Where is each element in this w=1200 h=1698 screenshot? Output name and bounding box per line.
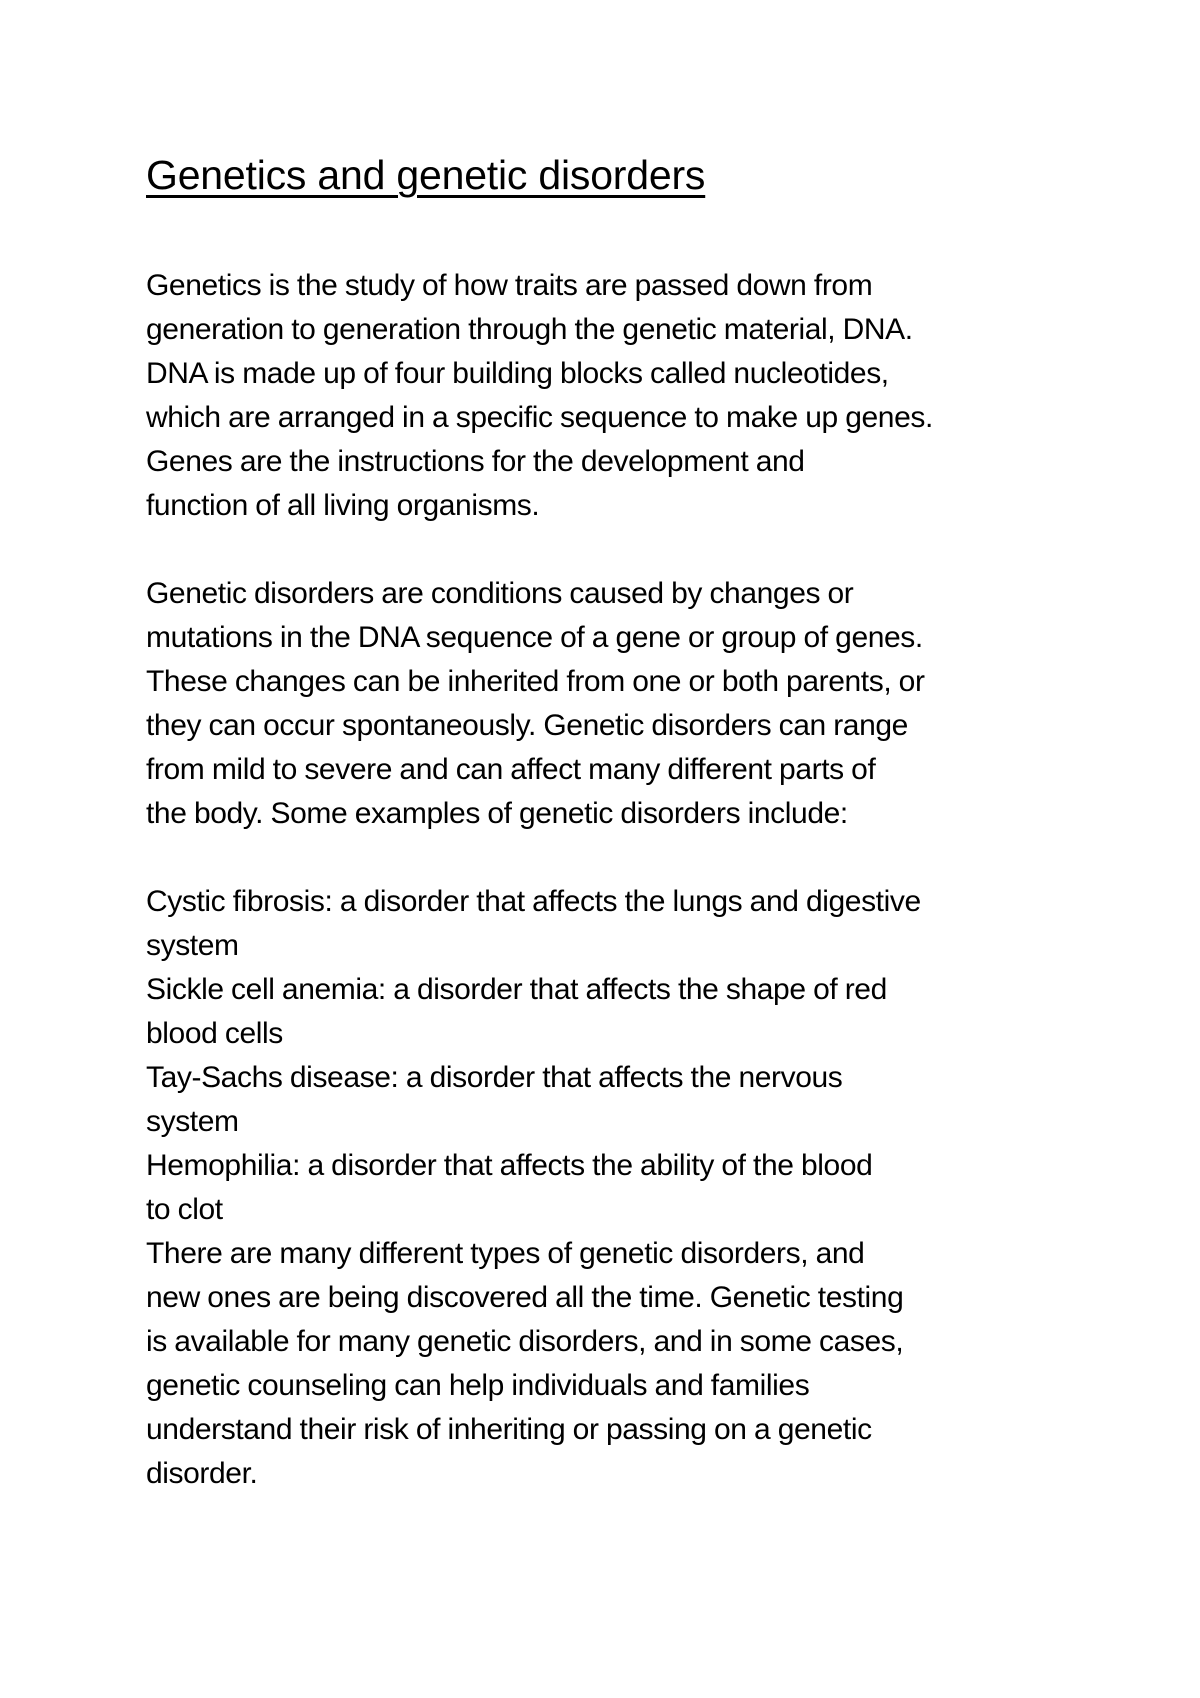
paragraph-genetics-intro — [146, 264, 1076, 528]
example-line: system — [146, 929, 239, 962]
document-title: Genetics and genetic disorders — [146, 152, 706, 198]
spacer — [146, 836, 1076, 880]
paragraph-line: Genetics is the study of how traits are passed down from — [146, 269, 873, 302]
spacer — [146, 200, 1076, 264]
example-line: Tay-Sachs disease: a disorder that affects the nervous — [146, 1061, 843, 1094]
example-line: to clot — [146, 1193, 223, 1226]
paragraph-line: mutations in the DNA sequence of a gene or group of genes. — [146, 621, 923, 654]
paragraph-line: DNA is made up of four building blocks called nucleotides, — [146, 357, 889, 390]
paragraph-line: Genetic disorders are conditions caused by changes or — [146, 577, 854, 610]
paragraph-line: There are many different types of genetic disorders, and — [146, 1237, 865, 1270]
paragraph-line: they can occur spontaneously. Genetic disorders can range — [146, 709, 908, 742]
paragraph-line: Genes are the instructions for the development and — [146, 445, 805, 478]
paragraph-line: is available for many genetic disorders, and in some cases, — [146, 1325, 904, 1358]
example-line: system — [146, 1105, 239, 1138]
paragraph-line: generation to generation through the genetic material, DNA. — [146, 313, 913, 346]
paragraph-examples — [146, 880, 1076, 1496]
paragraph-genetic-disorders — [146, 572, 1076, 836]
paragraph-line: new ones are being discovered all the time. Genetic testing — [146, 1281, 904, 1314]
example-line: Cystic fibrosis: a disorder that affects the lungs and digestive — [146, 885, 921, 918]
example-line: Sickle cell anemia: a disorder that affects the shape of red — [146, 973, 887, 1006]
paragraph-line: genetic counseling can help individuals and families — [146, 1369, 810, 1402]
paragraph-line: disorder. — [146, 1457, 258, 1490]
paragraph-line: which are arranged in a specific sequence to make up genes. — [146, 401, 933, 434]
paragraph-line: from mild to severe and can affect many different parts of — [146, 753, 876, 786]
paragraph-line: understand their risk of inheriting or passing on a genetic — [146, 1413, 872, 1446]
paragraph-line: function of all living organisms. — [146, 489, 540, 522]
example-line: blood cells — [146, 1017, 283, 1050]
document-body — [146, 150, 1076, 1496]
paragraph-line: the body. Some examples of genetic disorders include: — [146, 797, 848, 830]
example-line: Hemophilia: a disorder that affects the ability of the blood — [146, 1149, 873, 1182]
paragraph-line: These changes can be inherited from one or both parents, or — [146, 665, 925, 698]
spacer — [146, 528, 1076, 572]
